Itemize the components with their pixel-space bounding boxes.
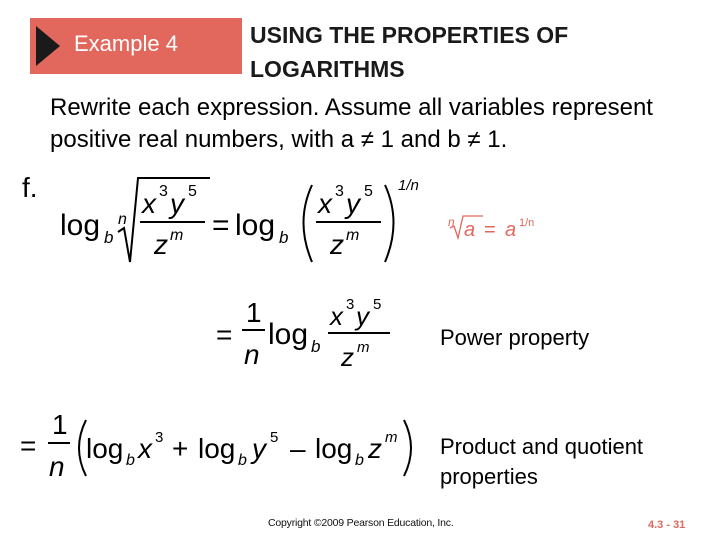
note-line-2: properties bbox=[440, 464, 538, 489]
log-text: log bbox=[235, 209, 276, 242]
log-base: b bbox=[355, 452, 364, 469]
denominator-z: z bbox=[341, 342, 354, 372]
log-text: log bbox=[198, 433, 236, 464]
part-label: f. bbox=[22, 172, 38, 203]
term-y: y bbox=[252, 433, 266, 464]
log-base: b bbox=[238, 452, 247, 469]
numerator-x: x bbox=[330, 301, 343, 331]
log-text: log bbox=[60, 209, 101, 242]
numerator-x: x bbox=[318, 188, 332, 219]
denominator-z: z bbox=[330, 229, 344, 260]
note-equals: = bbox=[484, 219, 496, 241]
numerator-y: y bbox=[356, 301, 369, 331]
exp-m: m bbox=[346, 227, 360, 244]
log-base: b bbox=[126, 452, 135, 469]
numerator-y: y bbox=[170, 188, 184, 219]
log-text: log bbox=[86, 433, 124, 464]
log-base: b bbox=[104, 228, 114, 247]
exp-5: 5 bbox=[188, 183, 197, 200]
fraction-n: n bbox=[49, 451, 65, 482]
numerator-x: x bbox=[142, 188, 156, 219]
exp-m: m bbox=[170, 227, 184, 244]
title-line-1: USING THE PROPERTIES OF bbox=[250, 22, 569, 48]
log-text: log bbox=[315, 433, 353, 464]
root-index: n bbox=[118, 211, 127, 228]
title-line-2: LOGARITHMS bbox=[250, 56, 405, 82]
equals-sign: = bbox=[20, 430, 37, 461]
denominator-z: z bbox=[154, 229, 168, 260]
note-product-quotient bbox=[440, 432, 710, 492]
left-paren bbox=[79, 420, 86, 476]
note-a: a bbox=[464, 219, 476, 241]
exp-3: 3 bbox=[346, 296, 355, 313]
exp-5: 5 bbox=[364, 183, 373, 200]
log-base: b bbox=[279, 228, 289, 247]
log-base: b bbox=[311, 337, 321, 356]
fraction-one: 1 bbox=[246, 297, 262, 328]
fraction-n: n bbox=[244, 339, 260, 370]
note-power-property: Power property bbox=[440, 325, 590, 350]
note-a: a bbox=[505, 219, 517, 241]
exp-m: m bbox=[385, 429, 398, 446]
minus-sign: – bbox=[290, 433, 306, 464]
copyright-text: Copyright ©2009 Pearson Education, Inc. bbox=[268, 517, 454, 529]
term-z: z bbox=[368, 433, 382, 464]
exp-5: 5 bbox=[270, 429, 279, 446]
exponent-one-over-n: 1/n bbox=[398, 177, 419, 194]
equals-sign: = bbox=[212, 209, 230, 242]
term-x: x bbox=[138, 433, 152, 464]
right-paren bbox=[385, 185, 394, 262]
plus-sign: + bbox=[172, 433, 189, 464]
page-number: 4.3 - 31 bbox=[648, 519, 686, 531]
equals-sign: = bbox=[216, 319, 233, 350]
exp-3: 3 bbox=[155, 429, 164, 446]
numerator-y: y bbox=[346, 188, 360, 219]
left-paren bbox=[304, 185, 313, 262]
exp-5: 5 bbox=[373, 296, 382, 313]
fraction-one: 1 bbox=[52, 409, 68, 440]
log-text: log bbox=[268, 318, 309, 351]
exp-3: 3 bbox=[159, 183, 168, 200]
exp-m: m bbox=[357, 339, 370, 356]
example-label: Example 4 bbox=[74, 31, 178, 56]
instructions-text: Rewrite each expression. Assume all variables represent positive real numbers, with a ≠ 1 and b ≠ 1. bbox=[50, 94, 653, 153]
note-exponent: 1/n bbox=[519, 217, 535, 229]
exp-3: 3 bbox=[335, 183, 344, 200]
note-line-1: Product and quotient bbox=[440, 434, 644, 459]
right-paren bbox=[404, 420, 411, 476]
note-root-index: n bbox=[448, 215, 455, 229]
